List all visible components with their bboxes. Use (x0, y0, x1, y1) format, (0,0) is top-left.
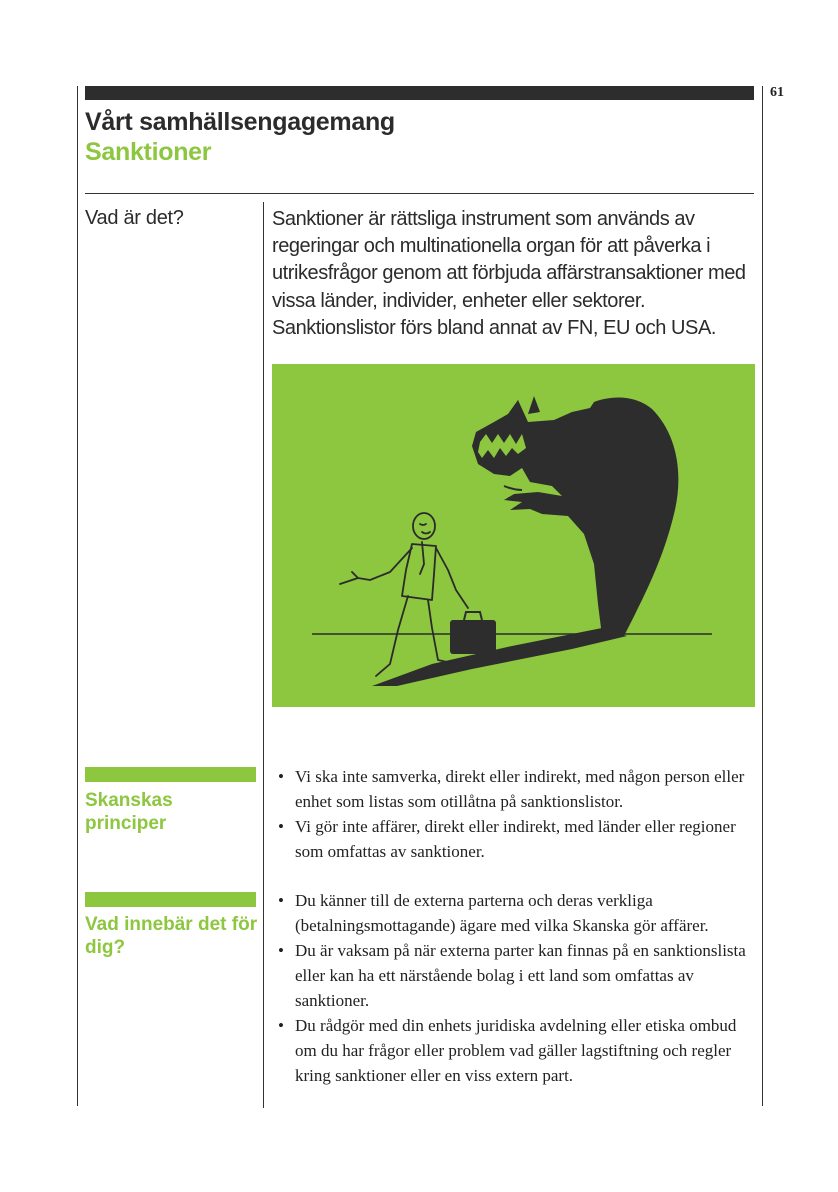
left-margin-rule (77, 86, 78, 1106)
page-title: Vårt samhällsengagemang (85, 108, 395, 136)
illustration-drawing (272, 364, 755, 707)
monster-ears (512, 396, 540, 416)
briefcase-handle (464, 612, 482, 620)
page-number: 61 (770, 85, 784, 100)
ground-shadow (372, 628, 627, 686)
meaning-list (276, 888, 756, 1088)
principles-accent-bar (85, 767, 256, 782)
list-item: • Vi ska inte samverka, direkt eller indirekt, med någon person eller enhet som listas som otillåtna på sanktionslistor. (276, 764, 756, 814)
monster-shadow (472, 398, 678, 636)
list-item: • Du rådgör med din enhets juridiska avdelning eller etiska ombud om du har frågor eller problem vad gäller lagstiftning och regler kring sanktioner eller en viss extern part. (276, 1013, 756, 1088)
shadow-monster-illustration (272, 364, 755, 707)
definition-text: Sanktioner är rättsliga instrument som används av regeringar och multinationella organ för att påverka i utrikesfrågor genom att förbjuda affärstransaktioner med vissa länder, individer, enheter eller sektorer. Sanktionslistor förs bland annat av FN, EU och USA. (272, 208, 746, 339)
header-divider (85, 193, 754, 194)
list-item: • Du är vaksam på när externa parter kan finnas på en sanktionslista eller kan ha ett närstående bolag i ett land som omfattas av sanktioner. (276, 938, 756, 1013)
column-divider (263, 202, 264, 1108)
page-subtitle: Sanktioner (85, 138, 212, 166)
right-margin-rule (762, 86, 763, 1106)
briefcase (450, 620, 496, 654)
list-item: • Du känner till de externa parterna och deras verkliga (betalningsmottagande) ägare med vilka Skanska gör affärer. (276, 888, 756, 938)
meaning-heading: Vad innebär det för dig? (85, 914, 258, 958)
list-item: • Vi gör inte affärer, direkt eller indirekt, med länder eller regioner som omfattas av sanktioner. (276, 814, 756, 864)
principles-heading: Skanskas principer (85, 790, 173, 834)
meaning-accent-bar (85, 892, 256, 907)
header-bar (85, 86, 754, 100)
businessman (340, 513, 468, 676)
principles-list (276, 764, 756, 864)
definition-label: Vad är det? (85, 207, 184, 229)
